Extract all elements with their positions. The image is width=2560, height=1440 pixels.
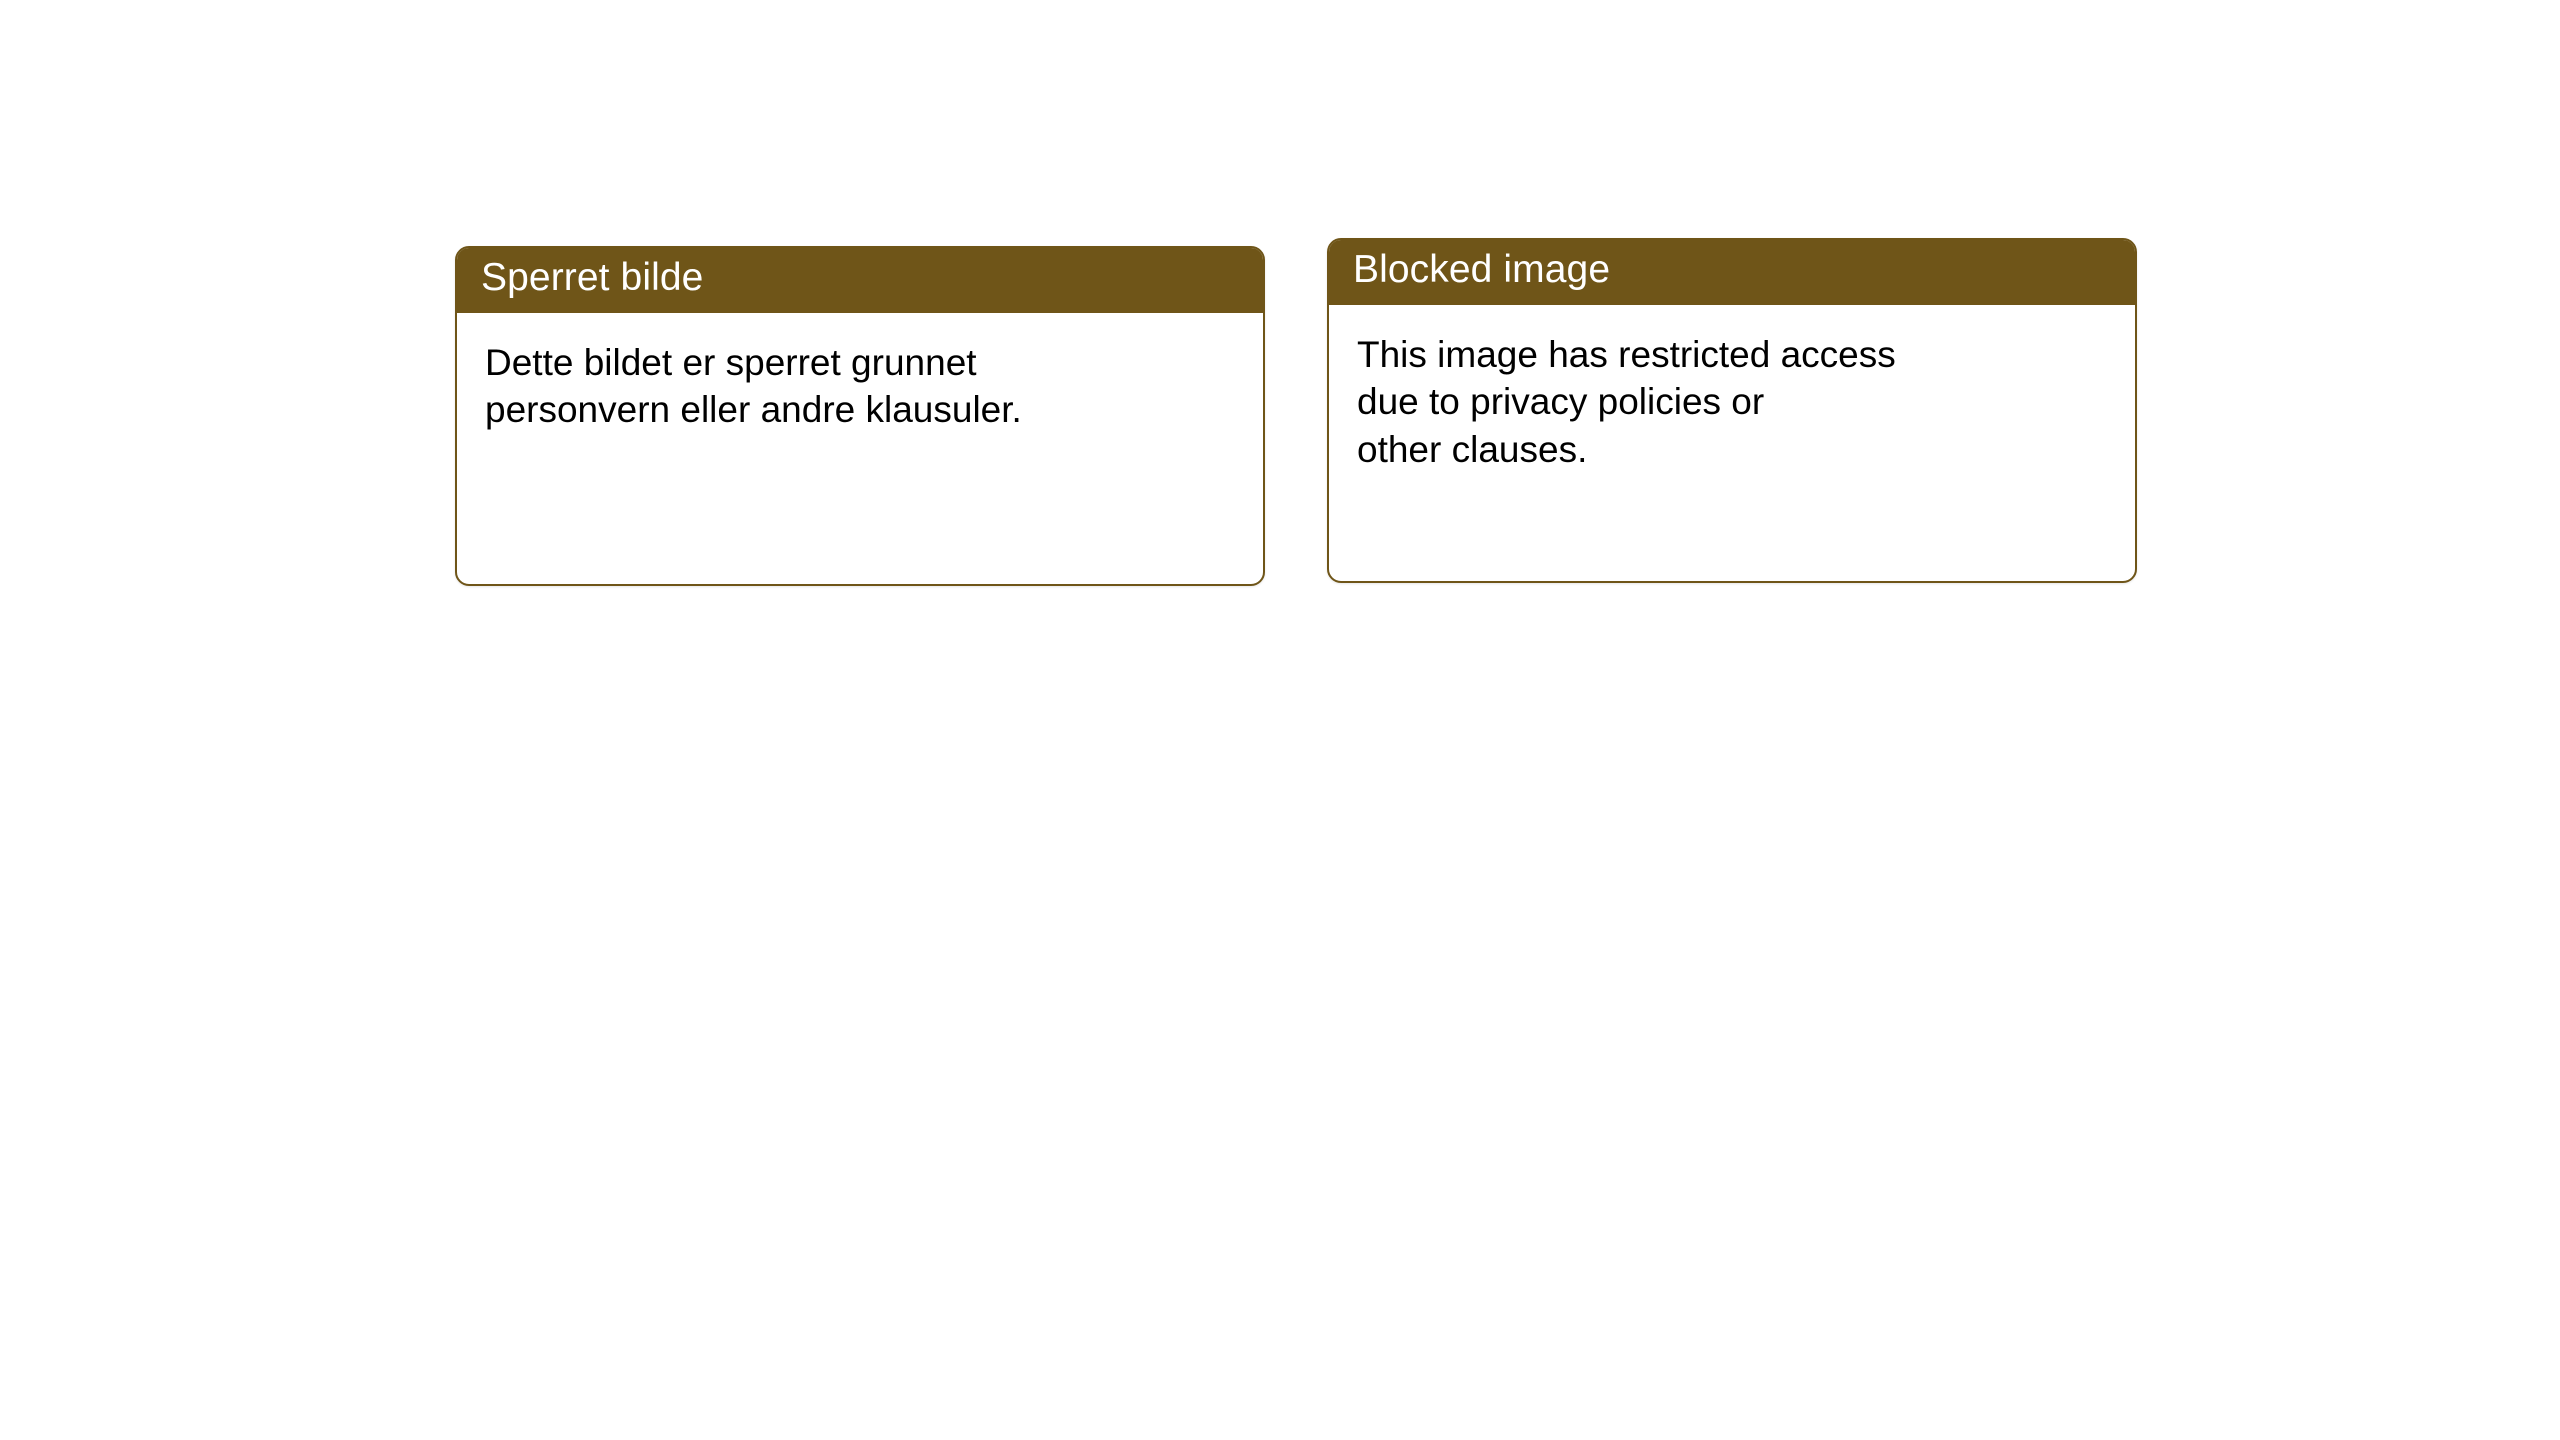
notice-body-line: This image has restricted access xyxy=(1357,333,1896,375)
notice-body-no xyxy=(457,313,1263,434)
notice-body-line: due to privacy policies or xyxy=(1357,381,1765,423)
blocked-image-notice-en xyxy=(1327,238,2137,583)
notice-body-line: other clauses. xyxy=(1357,428,1588,470)
notice-title-en: Blocked image xyxy=(1329,240,2135,305)
blocked-image-notice-no xyxy=(455,246,1265,586)
notice-body-en xyxy=(1329,305,2135,473)
notice-title-no: Sperret bilde xyxy=(457,248,1263,313)
notice-body-line: personvern eller andre klausuler. xyxy=(485,389,1022,431)
notice-body-line: Dette bildet er sperret grunnet xyxy=(485,341,977,383)
